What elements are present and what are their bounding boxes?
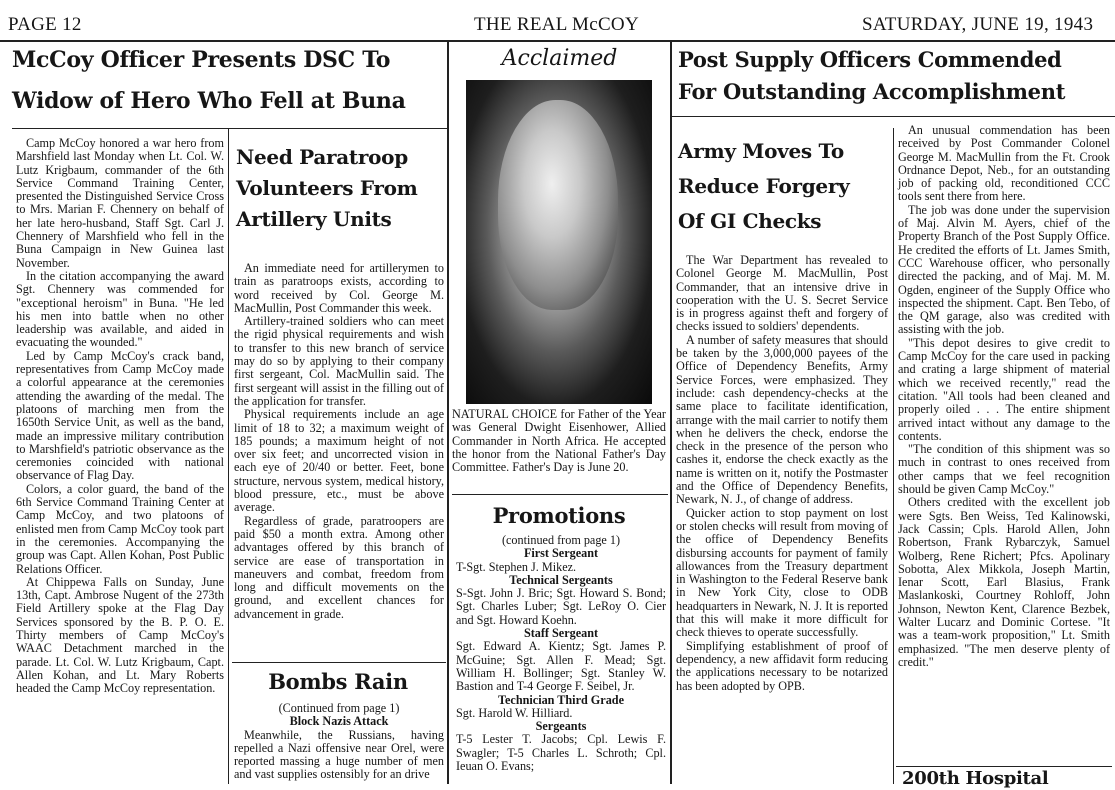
newspaper-name: THE REAL McCOY bbox=[474, 14, 639, 35]
article-headline bbox=[678, 134, 890, 239]
rank-heading: Staff Sergeant bbox=[523, 626, 599, 641]
headline-line: Reduce Forgery bbox=[678, 174, 850, 198]
paragraph: Meanwhile, the Russians, having repelled a Nazi offensive near Orel, were reported massing a huge number of men and vast supplies ostensibly for an drive bbox=[234, 727, 444, 782]
subhead: Block Nazis Attack bbox=[289, 714, 389, 729]
paragraph: The job was done under the supervision of Maj. Alvin M. Ayers, chief of the Property Branch of the Post Supply Office. He credited the efforts of Lt. James Smith, CCC Warehouse officer, who personally directed the packing, and of Maj. M. M. Ogden, engineer of the Supply Office who inspected the shipment. Capt. Ben Tebo, of the QM garage, also was credited with assisting with the job. bbox=[898, 202, 1110, 337]
paragraph: "The condition of this shipment was so much in contrast to ones received from other camps that we feel recognition should be given Camp McCoy." bbox=[898, 442, 1110, 497]
paragraph: A number of safety measures that should be taken by the 3,000,000 payees of the Office of Dependency Benefits, Army Service Forces, were emphasized. They include: cash dependency-checks at the same place to facilitate identification, arrange with the mail carrier to notify them when he delivers the check, endorse the check in the presence of the person who cashes it, endorse the check exactly as the name is written on it, notify the Postmaster and the Office of Dependency Benefits, Newark, N. J., of change of address. bbox=[676, 332, 888, 507]
paragraph: In the citation accompanying the award Sgt. Chennery was commended for "exceptional heroism" in Buna. "He led his men into battle when no other leadership was available, and aided in evacuating the wounded." bbox=[16, 268, 224, 350]
paragraph: Quicker action to stop payment on lost or stolen checks will result from moving of the office of Dependency Benefits disbursing accounts for payment of family allowances from the Treasury department in Washington to the Federal Reserve bank in New York City, close to ODB headquarters in Newark, N. J. It is reported that this will make it more difficult for check thieves to operate successfully. bbox=[676, 505, 888, 640]
headline-line: For Outstanding Accomplishment bbox=[678, 79, 1066, 104]
rank-names: T-5 Lester T. Jacobs; Cpl. Lewis F. Swagler; T-5 Charles L. Schroth; Cpl. Ieuan O. Evans; bbox=[456, 732, 666, 774]
paragraph: Colors, a color guard, the band of the 6th Service Command Training Center at Camp McCoy, and two platoons of enlisted men from Camp McCoy took part in the ceremonies. Accompanying the group was Capt. Allen Kohan, Post Public Relations Officer. bbox=[16, 481, 224, 576]
article-body bbox=[676, 254, 888, 693]
promotions-list bbox=[456, 534, 666, 773]
headline-line: Army Moves To bbox=[678, 139, 844, 163]
continued-line: (Continued from page 1) bbox=[278, 701, 400, 715]
headline-line: Widow of Hero Who Fell at Buna bbox=[12, 87, 406, 114]
article-headline bbox=[12, 46, 446, 115]
portrait-face bbox=[498, 100, 618, 310]
section-rule bbox=[452, 494, 668, 495]
headline-line: Volunteers From bbox=[236, 176, 418, 200]
headline-line: Artillery Units bbox=[236, 207, 392, 231]
photo-caption: NATURAL CHOICE for Father of the Year was General Dwight Eisenhower, Allied Commander in North Africa. He accepted the honor from the National Father's Day Committee. Father's Day is June 20. bbox=[452, 407, 666, 475]
paragraph: Others credited with the excellent job were Sgts. Ben Weiss, Ted Kalinowski, Jack Cassin; Cpls. Harold Allen, John Robertson, Frank Rybarczyk, Samuel Wolberg, Rene Richert; Pfcs. Apolinary Sobotta, Alex Mikkola, Joseph Martin, Ienar Scott, Earl Blasius, Frank Maslankoski, Courtney Rohloff, John Johnson, Newton Kent, Clarence Bezbek, Walter Lucarz and Dominic Cortese. "It was a team-work proposition," Lt. Smith emphasized. "The men deserve plenty of credit." bbox=[898, 495, 1110, 669]
photo-heading: Acclaimed bbox=[501, 46, 618, 71]
paragraph: Artillery-trained soldiers who can meet the rigid physical requirements and wish to transfer to this new branch of service may do so by applying to their company first sergeant, Col. MacMullin said. The first sergeant will assist in the filling out of the application for transfer. bbox=[234, 314, 444, 408]
continued-line: (continued from page 1) bbox=[501, 533, 621, 547]
rank-heading: First Sergeant bbox=[523, 546, 599, 561]
paragraph: Simplifying establishment of proof of dependency, a new affidavit form reducing the applications necessary to be notarized has been adopted by OPB. bbox=[676, 638, 888, 693]
paragraph: "This depot desires to give credit to Camp McCoy for the care used in packing and crating a large shipment of material which we received recently," read the citation. "All tools had been cleaned and properly oiled . . . The entire shipment arrived intact without any damage to the contents. bbox=[898, 335, 1110, 443]
article-body bbox=[234, 262, 444, 621]
paragraph: An immediate need for artillerymen to train as paratroops exists, according to word received by Col. George M. MacMullin, Post Commander this week. bbox=[234, 261, 444, 315]
rank-heading: Technician Third Grade bbox=[498, 692, 624, 707]
headline-rule bbox=[12, 128, 447, 129]
article-headline bbox=[678, 44, 1112, 108]
section-rule bbox=[232, 662, 446, 663]
paragraph: Camp McCoy honored a war hero from Marshfield last Monday when Lt. Col. W. Lutz Krigbaum, commander of the 6th Service Command Training Center, presented the Distinguished Service Cross to Mrs. Marian F. Chennery on behalf of her late hero-husband, Staff Sgt. Carl J. Chennery of Marshfield who fell in the Buna Campaign in New Guinea last November. bbox=[16, 136, 224, 270]
headline-line: Post Supply Officers Commended bbox=[678, 47, 1062, 72]
paragraph: An unusual commendation has been received by Post Commander Colonel George M. MacMullin from the Ft. Crook Ordnance Depot, Neb., for an outstanding job of packing old, reconditioned CCC tools sent there from here. bbox=[898, 123, 1110, 204]
column-rule bbox=[228, 128, 229, 784]
headline-line: Of GI Checks bbox=[678, 209, 822, 233]
rank-names: T-Sgt. Stephen J. Mikez. bbox=[456, 559, 577, 574]
headline-line: Need Paratroop bbox=[236, 145, 408, 169]
eisenhower-photo bbox=[466, 80, 652, 404]
paragraph: At Chippewa Falls on Sunday, June 13th, Capt. Ambrose Nugent of the 273th Field Artillery spoke at the Flag Day Services sponsored by the B. P. O. E. Thirty members of Camp McCoy's WAAC Detachment marched in the parade. Lt. Col. W. Lutz Krigbaum, Capt. Allen Kohan, and Lt. Mary Roberts headed the Camp McCoy representation. bbox=[16, 574, 224, 696]
headline-line: McCoy Officer Presents DSC To bbox=[12, 47, 391, 73]
rank-heading: Sergeants bbox=[535, 719, 587, 734]
article-headline: 200th Hospital bbox=[902, 768, 1049, 789]
article-headline: Promotions bbox=[492, 503, 626, 528]
article-headline: Bombs Rain bbox=[268, 669, 408, 694]
column-rule bbox=[447, 42, 449, 784]
paragraph: Physical requirements include an age limit of 18 to 32; a maximum weight of 185 pounds; a maximum height of not over six feet; and uncorrected vision in each eye of 20/40 or better. Feet, bone structure, nervous system, medical history, blood pressure, etc., must be above average. bbox=[234, 407, 444, 515]
headline-rule bbox=[672, 116, 1115, 117]
article-body bbox=[898, 124, 1110, 669]
rank-names: Sgt. Edward A. Kientz; Sgt. James P. McGuine; Sgt. Allen F. Mead; Sgt. William H. Bollinger; Sgt. Stanley W. Bastion and T-4 George F. Seibel, Jr. bbox=[456, 639, 666, 694]
paragraph: Regardless of grade, paratroopers are paid $50 a month extra. Among other advantages offered by this branch of service are ease of transportation in maneuvers and combat, freedom from long and difficult movements on the ground, and excellent chances for advancement in grade. bbox=[234, 513, 444, 621]
article-headline bbox=[236, 142, 444, 235]
page-number: PAGE 12 bbox=[8, 14, 82, 35]
rank-names: Sgt. Harold W. Hilliard. bbox=[456, 705, 573, 720]
paragraph: Led by Camp McCoy's crack band, representatives from Camp McCoy made a colorful appearance at the ceremonies attending the awarding of the medal. The platoons of marching men from the 1650th Service Unit, as well as the band, made an impressive military contribution to Marshfield's patriotic observance as the ceremonies coincided with national observance of Flag Day. bbox=[16, 348, 224, 483]
masthead-rule bbox=[0, 40, 1115, 42]
column-rule bbox=[670, 42, 672, 784]
paragraph: The War Department has revealed to Colonel George M. MacMullin, Post Commander, that an intensive drive in cooperation with the U. S. Secret Service is in progress against theft and forgery of checks issued to soldiers' dependents. bbox=[676, 253, 888, 334]
article-body bbox=[234, 702, 444, 782]
rank-names: S-Sgt. John J. Bric; Sgt. Howard S. Bond; Sgt. Charles Luber; Sgt. LeRoy O. Cier and Sgt. Howard Koehn. bbox=[456, 586, 666, 627]
column-rule bbox=[893, 128, 894, 784]
rank-heading: Technical Sergeants bbox=[509, 572, 613, 587]
article-body bbox=[16, 137, 224, 695]
section-rule bbox=[896, 766, 1112, 767]
issue-date: SATURDAY, JUNE 19, 1943 bbox=[862, 14, 1094, 35]
